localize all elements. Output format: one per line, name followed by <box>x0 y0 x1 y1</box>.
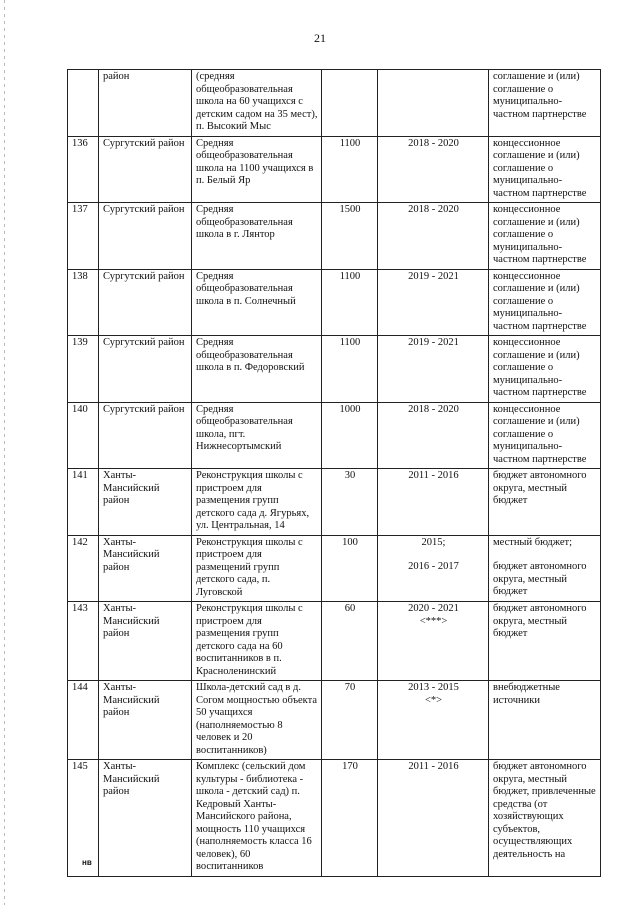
table-row <box>68 469 601 536</box>
table-row <box>68 136 601 203</box>
object-cell: Средняя общеобразовательная школа на 1100 учащихся в п. Белый Яр <box>192 136 322 203</box>
period-cell: 2018 - 2020 <box>378 136 489 203</box>
table-row <box>68 269 601 336</box>
row-number: 144 <box>68 681 99 760</box>
district-cell: Сургутский район <box>99 336 192 403</box>
object-cell: Реконструкция школы с пристроем для размещения групп детского сада д. Ягурьях, ул. Центральная, 14 <box>192 469 322 536</box>
funding-source-line: бюджет автономного округа, местный бюджет <box>493 561 587 597</box>
funding-source-cell: бюджет автономного округа, местный бюджет <box>489 602 601 681</box>
capacity-cell: 1500 <box>322 203 378 270</box>
district-cell: район <box>99 70 192 137</box>
district-cell: Сургутский район <box>99 402 192 469</box>
period-cell <box>378 70 489 137</box>
funding-source-cell: концессионное соглашение и (или) соглашение о муниципально-частном партнерстве <box>489 402 601 469</box>
funding-source-cell: концессионное соглашение и (или) соглашение о муниципально-частном партнерстве <box>489 269 601 336</box>
registry-table <box>67 69 601 877</box>
capacity-cell: 100 <box>322 535 378 602</box>
footer-code: нв <box>82 858 92 867</box>
district-cell: Ханты-Мансийский район <box>99 469 192 536</box>
capacity-cell: 30 <box>322 469 378 536</box>
capacity-cell: 60 <box>322 602 378 681</box>
row-number: 138 <box>68 269 99 336</box>
row-number: 136 <box>68 136 99 203</box>
funding-source-cell: концессионное соглашение и (или) соглашение о муниципально-частном партнерстве <box>489 203 601 270</box>
table-row <box>68 402 601 469</box>
funding-source-line: местный бюджет; <box>493 536 573 548</box>
object-cell: Средняя общеобразовательная школа в п. Солнечный <box>192 269 322 336</box>
capacity-cell <box>322 70 378 137</box>
district-cell: Ханты-Мансийский район <box>99 535 192 602</box>
object-cell: (средняя общеобразовательная школа на 60 учащихся с детским садом на 35 мест), п. Высокий Мыс <box>192 70 322 137</box>
row-number: 145 <box>68 760 99 877</box>
capacity-cell: 70 <box>322 681 378 760</box>
row-number: 142 <box>68 535 99 602</box>
funding-source-cell: концессионное соглашение и (или) соглашение о муниципально-частном партнерстве <box>489 336 601 403</box>
funding-source-cell: бюджет автономного округа, местный бюджет, привлеченные средства (от хозяйствующих субъектов, осуществляющих деятельность на <box>489 760 601 877</box>
table-row <box>68 535 601 602</box>
funding-source-cell: бюджет автономного округа, местный бюджет <box>489 469 601 536</box>
period-line: 2013 - 2015 <box>408 682 459 693</box>
capacity-cell: 1100 <box>322 269 378 336</box>
period-line: 2020 - 2021 <box>408 603 459 614</box>
row-number <box>68 70 99 137</box>
period-cell <box>378 535 489 602</box>
district-cell: Сургутский район <box>99 269 192 336</box>
object-cell: Средняя общеобразовательная школа, пгт. Нижнесортымский <box>192 402 322 469</box>
capacity-cell: 1000 <box>322 402 378 469</box>
period-cell <box>378 602 489 681</box>
object-cell: Реконструкция школы с пристроем для размещений групп детского сада, п. Луговской <box>192 535 322 602</box>
period-cell: 2018 - 2020 <box>378 203 489 270</box>
table-row <box>68 760 601 877</box>
district-cell: Сургутский район <box>99 136 192 203</box>
district-cell: Сургутский район <box>99 203 192 270</box>
capacity-cell: 1100 <box>322 136 378 203</box>
table-row <box>68 681 601 760</box>
table-row <box>68 336 601 403</box>
object-cell: Школа-детский сад в д. Согом мощностью объекта 50 учащихся (наполняемостью 8 человек и 20 воспитанников) <box>192 681 322 760</box>
district-cell: Ханты-Мансийский район <box>99 760 192 877</box>
period-cell: 2019 - 2021 <box>378 336 489 403</box>
object-cell: Комплекс (сельский дом культуры - библиотека - школа - детский сад) п. Кедровый Ханты-Мансийского района, мощность 110 учащихся (наполняемость класса 16 человек), 60 воспитанников <box>192 760 322 877</box>
row-number: 137 <box>68 203 99 270</box>
object-cell: Средняя общеобразовательная школа в п. Федоровский <box>192 336 322 403</box>
row-number: 143 <box>68 602 99 681</box>
period-cell: 2011 - 2016 <box>378 760 489 877</box>
period-line: 2016 - 2017 <box>408 561 459 572</box>
scan-edge-artifact <box>4 0 5 905</box>
period-cell <box>378 681 489 760</box>
page-number: 21 <box>314 31 326 45</box>
period-footnote-mark: <***> <box>419 615 448 627</box>
object-cell: Реконструкция школы с пристроем для размещения групп детского сада на 60 воспитанников в п. Красноленинский <box>192 602 322 681</box>
table-row <box>68 70 601 137</box>
row-number: 141 <box>68 469 99 536</box>
row-number: 140 <box>68 402 99 469</box>
row-number: 139 <box>68 336 99 403</box>
object-cell: Средняя общеобразовательная школа в г. Лянтор <box>192 203 322 270</box>
period-footnote-mark: <*> <box>424 694 443 706</box>
table-row <box>68 602 601 681</box>
table-row <box>68 203 601 270</box>
period-cell: 2011 - 2016 <box>378 469 489 536</box>
funding-source-cell: концессионное соглашение и (или) соглашение о муниципально-частном партнерстве <box>489 136 601 203</box>
district-cell: Ханты-Мансийский район <box>99 602 192 681</box>
funding-source-cell <box>489 535 601 602</box>
period-line: 2015; <box>421 536 446 548</box>
capacity-cell: 170 <box>322 760 378 877</box>
period-cell: 2018 - 2020 <box>378 402 489 469</box>
period-cell: 2019 - 2021 <box>378 269 489 336</box>
district-cell: Ханты-Мансийский район <box>99 681 192 760</box>
funding-source-cell: соглашение и (или) соглашение о муниципально-частном партнерстве <box>489 70 601 137</box>
capacity-cell: 1100 <box>322 336 378 403</box>
funding-source-cell: внебюджетные источники <box>489 681 601 760</box>
